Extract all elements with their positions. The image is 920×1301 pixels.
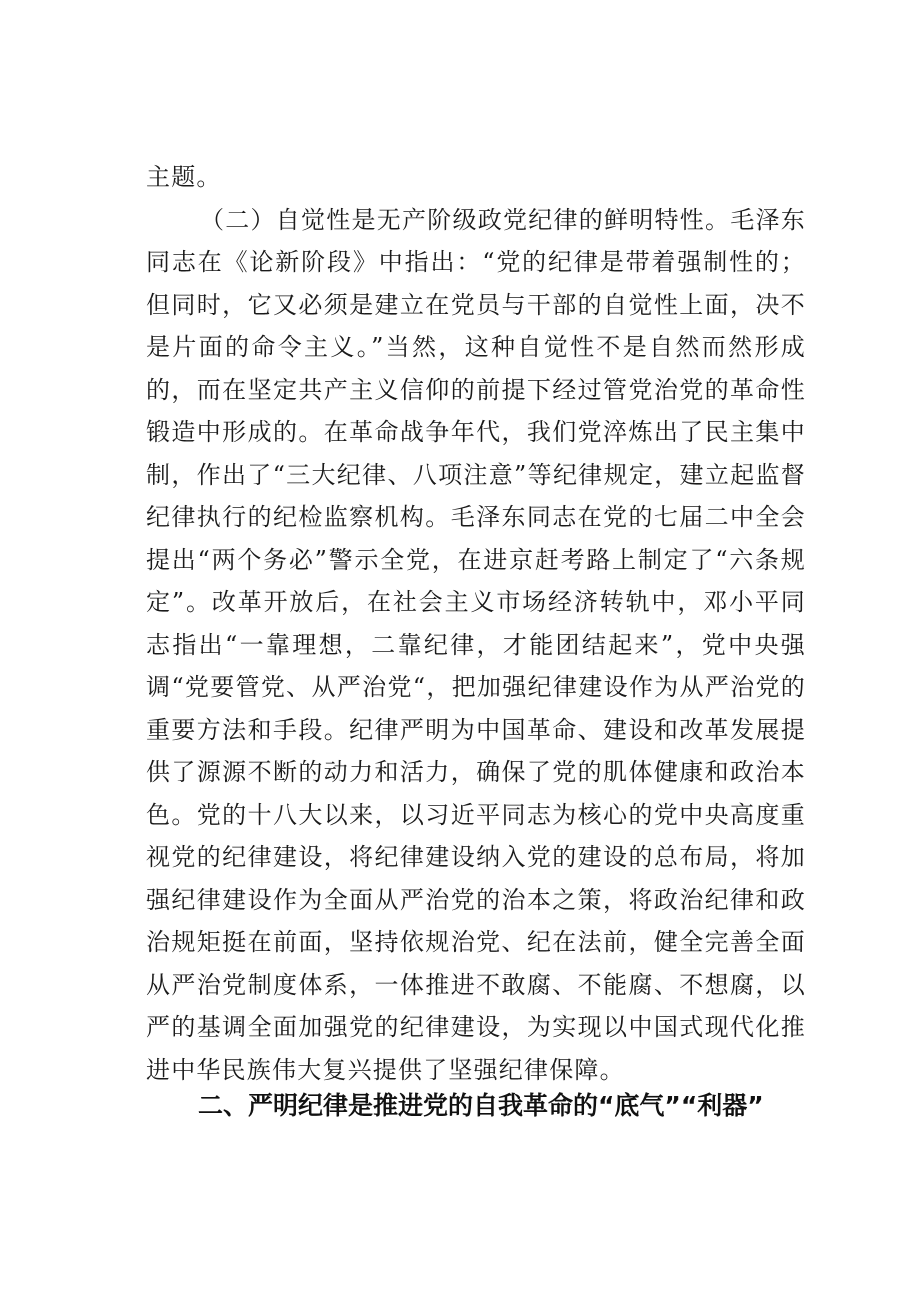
continuation-text: 主题。: [146, 163, 222, 191]
section-heading: 二、严明纪律是推进党的自我革命的“底气”“利器”: [198, 1091, 764, 1120]
paragraph-self-consciousness: （二）自觉性是无产阶级政党纪律的鲜明特性。毛泽东同志在《论新阶段》中指出：“党的纪律是带着强制性的；但同时，它又必须是建立在党员与干部的自觉性上面，决不是片面的命令主义。”当然，这种自觉性不是自然而然形成的，而在坚定共产主义信仰的前提下经过管党治党的革命性锻造中形成的。在革命战争年代，我们党淬炼出了民主集中制，作出了“三大纪律、八项注意”等纪律规定，建立起监督纪律执行的纪检监察机构。毛泽东同志在党的七届二中全会提出“两个务必”警示全党，在进京赶考路上制定了“六条规定”。改革开放后，在社会主义市场经济转轨中，邓小平同志指出“一靠理想，二靠纪律，才能团结起来”，党中央强调“党要管党、从严治党“，把加强纪律建设作为从严治党的重要方法和手段。纪律严明为中国革命、建设和改革发展提供了源源不断的动力和活力，确保了党的肌体健康和政治本色。党的十八大以来，以习近平同志为核心的党中央高度重视党的纪律建设，将纪律建设纳入党的建设的总布局，将加强纪律建设作为全面从严治党的治本之策，将政治纪律和政治规矩挺在前面，坚持依规治党、纪在法前，健全完善全面从严治党制度体系，一体推进不敢腐、不能腐、不想腐，以严的基调全面加强党的纪律建设，为实现以中国式现代化推进中华民族伟大复兴提供了坚强纪律保障。: [146, 205, 806, 1084]
body-text: [146, 156, 806, 1091]
